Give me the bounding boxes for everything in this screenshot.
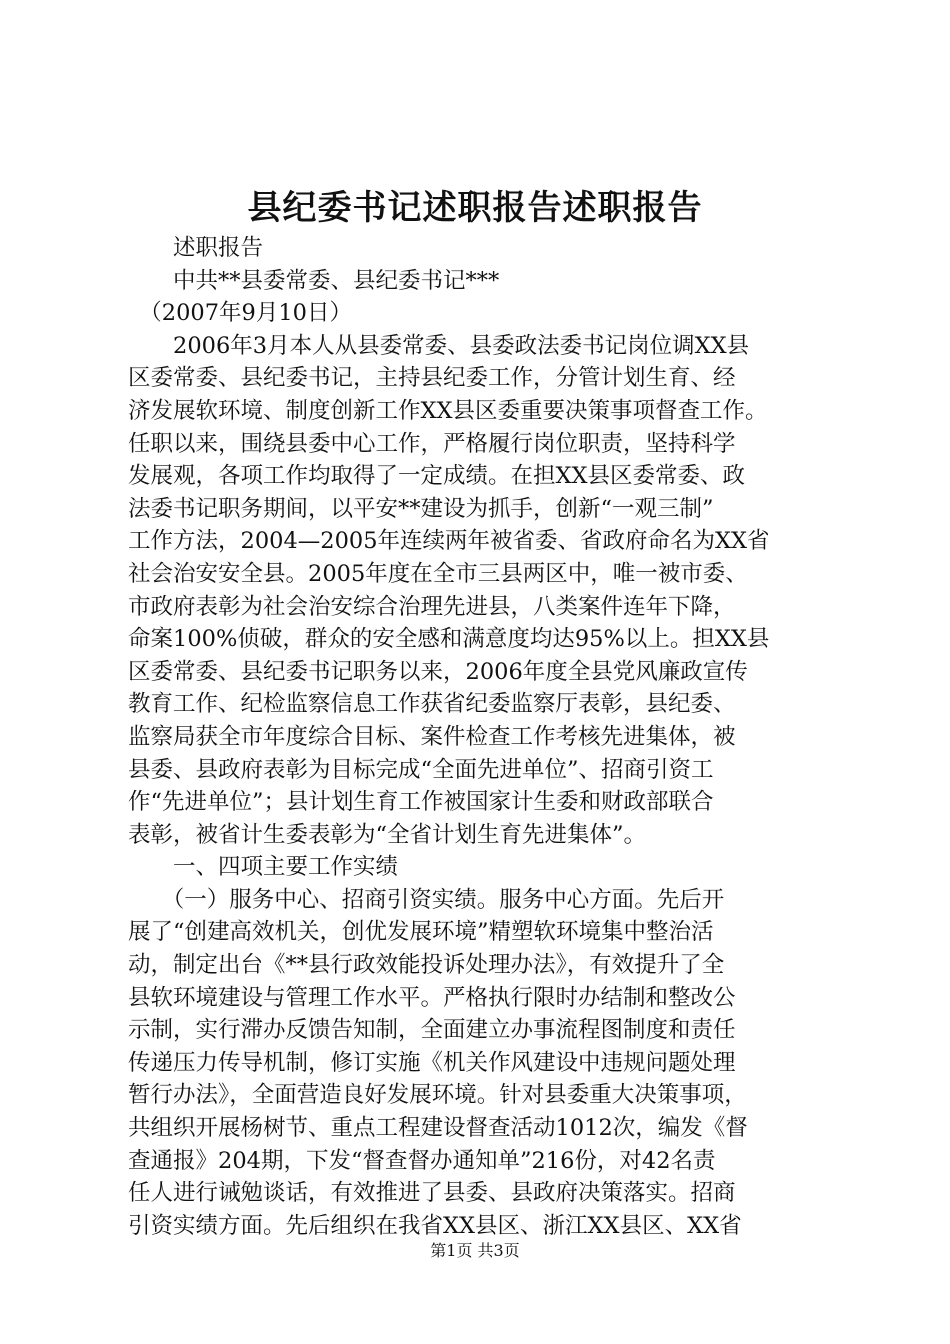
document-title: 县纪委书记述职报告述职报告 bbox=[247, 188, 703, 228]
body-line: 县委、县政府表彰为目标完成“全面先进单位”、招商引资工 bbox=[128, 756, 714, 783]
body-line: 暂行办法》，全面营造良好发展环境。针对县委重大决策事项， bbox=[128, 1082, 747, 1109]
body-line: 社会治安安全县。2005年度在全市三县两区中，唯一被市委、 bbox=[128, 560, 748, 587]
body-line: 作“先进单位”；县计划生育工作被国家计生委和财政部联合 bbox=[128, 789, 714, 816]
body-line: 中共**县委常委、县纪委书记*** bbox=[128, 267, 500, 294]
body-line: 市政府表彰为社会治安综合治理先进县，八类案件连年下降， bbox=[128, 593, 736, 620]
body-line: 展了“创建高效机关，创优发展环境”精塑软环境集中整治活 bbox=[128, 919, 714, 946]
body-line: 查通报》204期，下发“督查督办通知单”216份，对42名责 bbox=[128, 1147, 716, 1174]
body-line: 教育工作、纪检监察信息工作获省纪委监察厅表彰，县纪委、 bbox=[128, 691, 736, 718]
body-line: 任职以来，围绕县委中心工作，严格履行岗位职责，坚持科学 bbox=[128, 430, 736, 457]
body-line: 发展观，各项工作均取得了一定成绩。在担XX县区委常委、政 bbox=[128, 463, 746, 490]
body-line: 一、四项主要工作实绩 bbox=[128, 854, 399, 881]
body-line: 命案100%侦破，群众的安全感和满意度均达95%以上。担XX县 bbox=[128, 626, 770, 653]
body-line: 区委常委、县纪委书记职务以来，2006年度全县党风廉政宣传 bbox=[128, 658, 748, 685]
body-line: 共组织开展杨树节、重点工程建设督查活动1012次，编发《督 bbox=[128, 1115, 748, 1142]
body-line: 任人进行诫勉谈话，有效推进了县委、县政府决策落实。招商 bbox=[128, 1180, 736, 1207]
body-line: 工作方法，2004—2005年连续两年被省委、省政府命名为XX省 bbox=[128, 528, 770, 555]
body-line: 表彰，被省计生委表彰为“全省计划生育先进集体”。 bbox=[128, 821, 647, 848]
body-line: （一）服务中心、招商引资实绩。服务中心方面。先后开 bbox=[128, 886, 725, 913]
body-line: 监察局获全市年度综合目标、案件检查工作考核先进集体，被 bbox=[128, 723, 736, 750]
body-line: 济发展软环境、制度创新工作XX县区委重要决策事项督查工作。 bbox=[128, 397, 768, 424]
body-line: 引资实绩方面。先后组织在我省XX县区、浙江XX县区、XX省 bbox=[128, 1212, 742, 1239]
body-line: （2007年9月10日） bbox=[128, 300, 352, 327]
body-line: 2006年3月本人从县委常委、县委政法委书记岗位调XX县 bbox=[128, 332, 750, 359]
page-footer: 第1页 共3页 bbox=[430, 1241, 520, 1260]
body-line: 法委书记职务期间，以平安**建设为抓手，创新“一观三制” bbox=[128, 495, 714, 522]
body-line: 县软环境建设与管理工作水平。严格执行限时办结制和整改公 bbox=[128, 984, 736, 1011]
body-line: 示制，实行滞办反馈告知制，全面建立办事流程图制度和责任 bbox=[128, 1017, 736, 1044]
body-line: 动，制定出台《**县行政效能投诉处理办法》，有效提升了全 bbox=[128, 952, 725, 979]
body-line: 述职报告 bbox=[128, 235, 264, 261]
body-line: 区委常委、县纪委书记，主持县纪委工作，分管计划生育、经 bbox=[128, 365, 736, 392]
document-body bbox=[128, 232, 838, 1242]
body-line: 传递压力传导机制，修订实施《机关作风建设中违规问题处理 bbox=[128, 1049, 736, 1076]
